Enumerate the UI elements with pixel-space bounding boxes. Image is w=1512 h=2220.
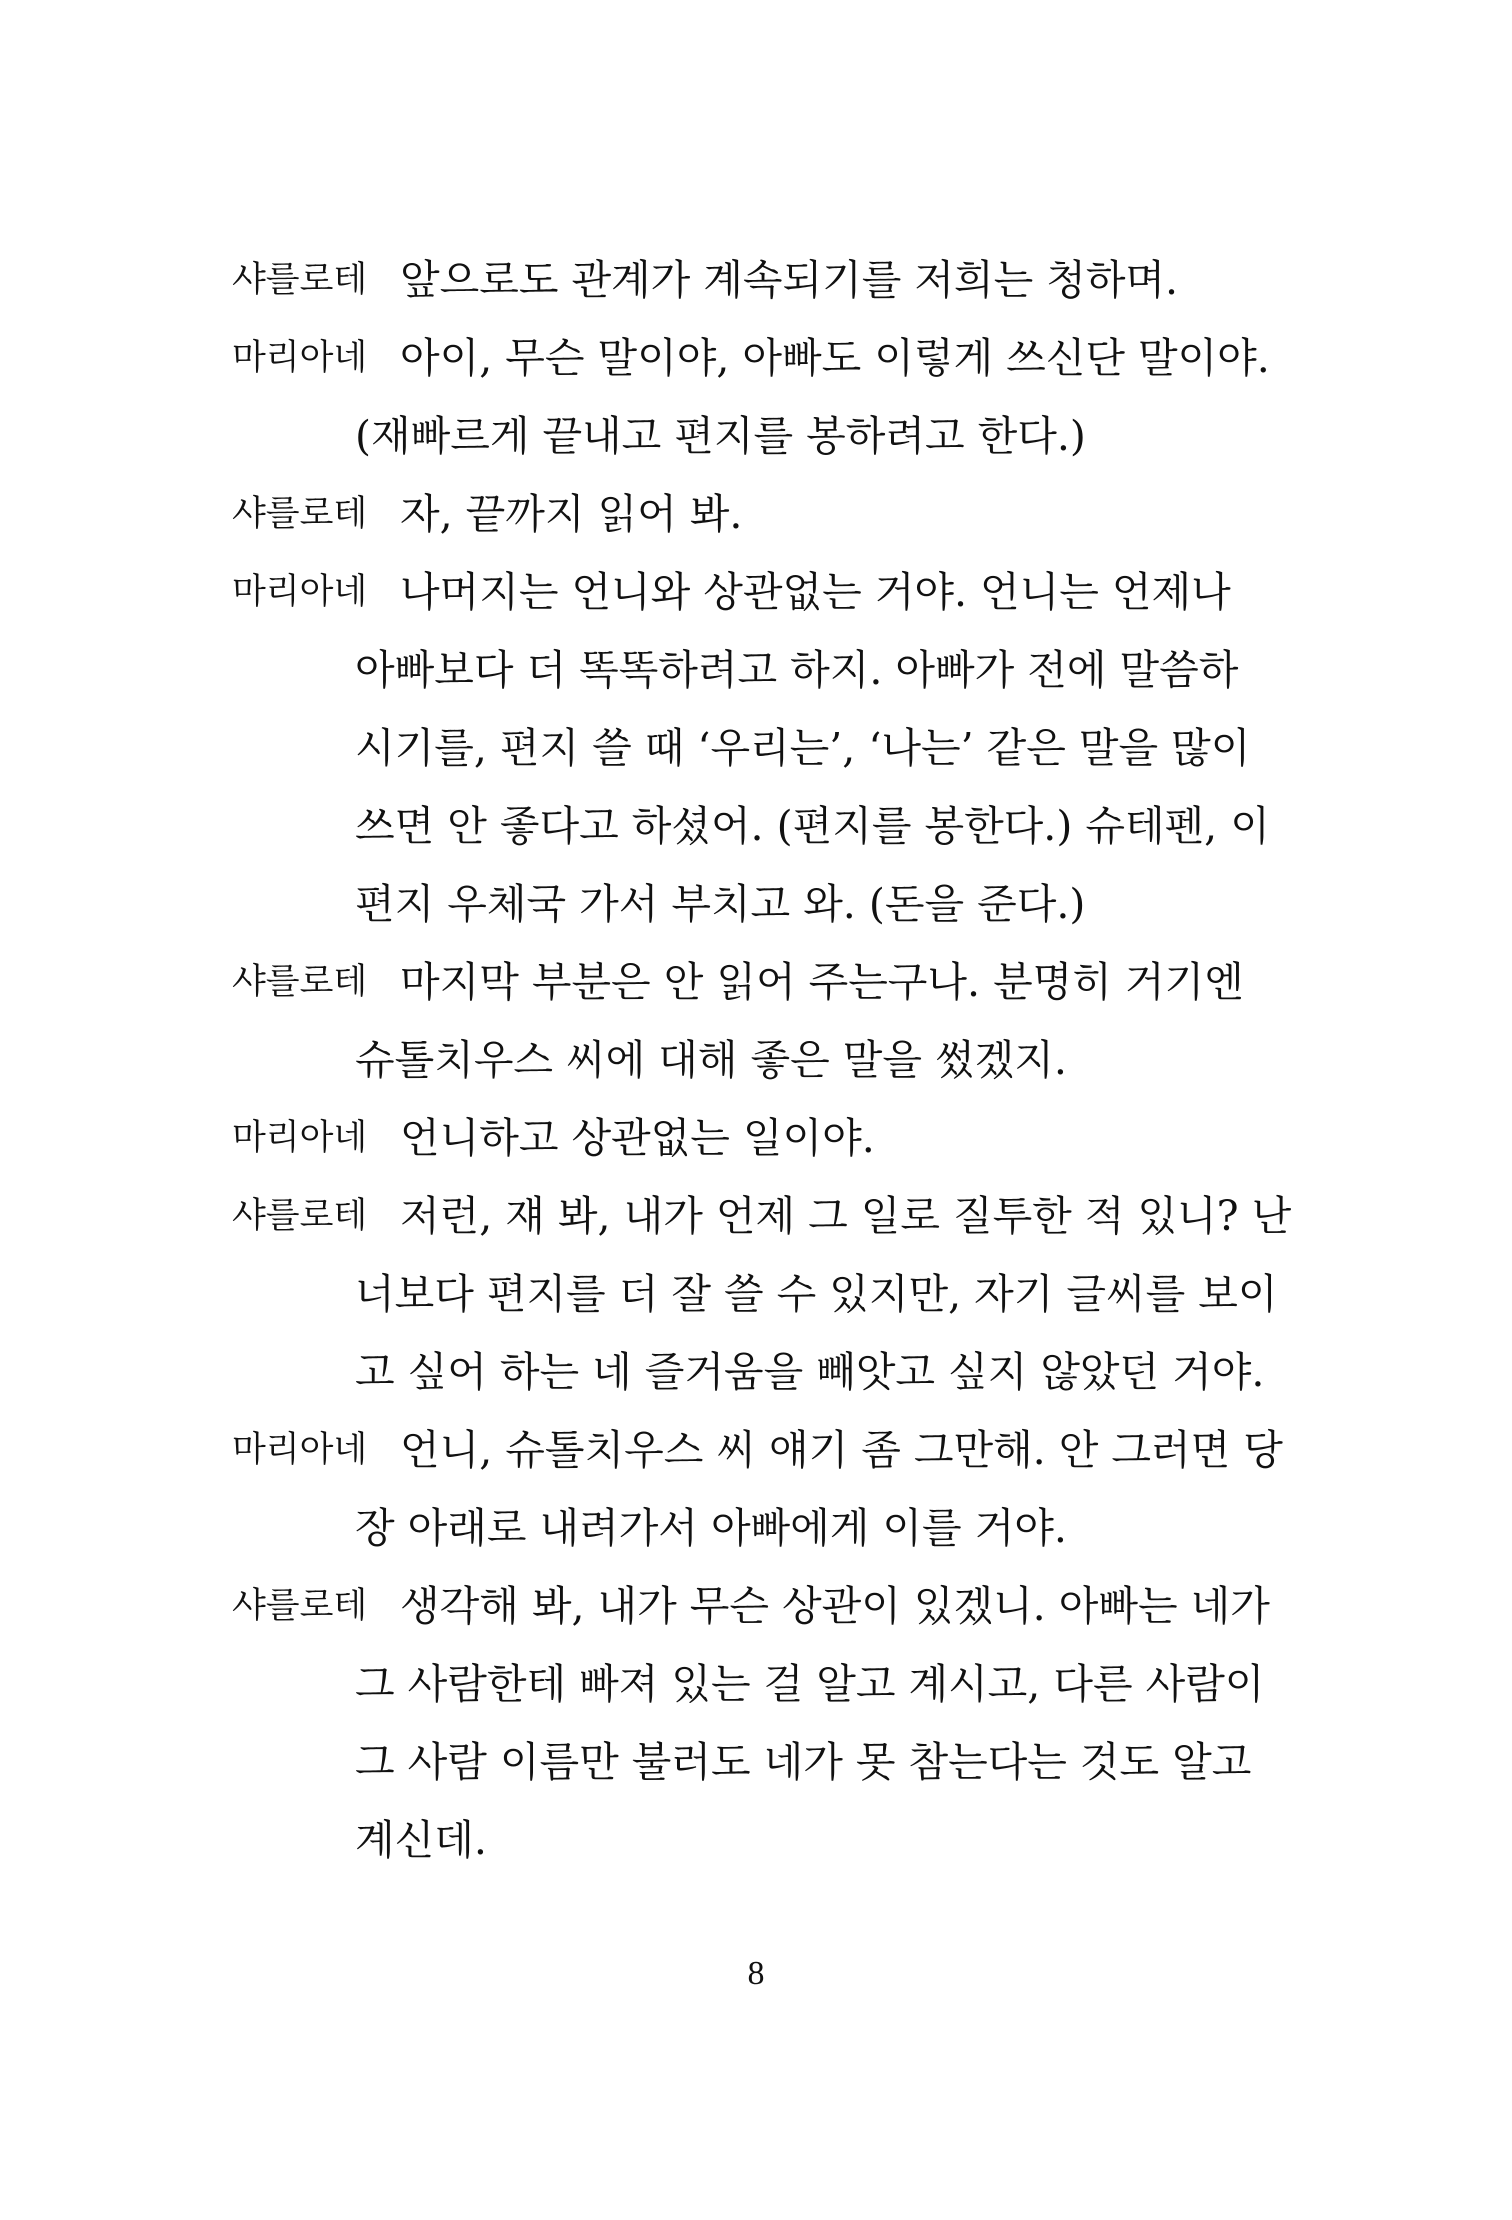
- speaker-name: 마리아네: [232, 572, 368, 612]
- speech-line: 언니하고 상관없는 일이야.: [400, 1114, 875, 1162]
- speaker-name: 샤를로테: [232, 260, 368, 300]
- speech-line: 슈톨치우스 씨에 대해 좋은 말을 썼겠지.: [355, 1036, 1067, 1084]
- speech-line: 자, 끝까지 읽어 봐.: [400, 490, 743, 538]
- speech-line: 앞으로도 관계가 계속되기를 저희는 청하며.: [400, 256, 1179, 304]
- speaker-name: 샤를로테: [232, 494, 368, 534]
- speech-line: 그 사람 이름만 불러도 네가 못 참는다는 것도 알고: [355, 1738, 1252, 1786]
- speech-line: 저런, 쟤 봐, 내가 언제 그 일로 질투한 적 있니? 난: [400, 1192, 1292, 1240]
- page-number: 8: [747, 1955, 765, 1992]
- speech-line: 나머지는 언니와 상관없는 거야. 언니는 언제나: [400, 568, 1231, 616]
- stage-direction: (재빠르게 끝내고 편지를 봉하려고 한다.): [355, 412, 1086, 460]
- speech-line: 계신데.: [355, 1816, 487, 1864]
- speaker-name: 샤를로테: [232, 962, 368, 1002]
- speech-line: 편지 우체국 가서 부치고 와. (돈을 준다.): [355, 880, 1086, 928]
- speaker-name: 마리아네: [232, 338, 368, 378]
- speech-line: 그 사람한테 빠져 있는 걸 알고 계시고, 다른 사람이: [355, 1660, 1265, 1708]
- speech-line: 생각해 봐, 내가 무슨 상관이 있겠니. 아빠는 네가: [400, 1582, 1270, 1630]
- speech-line: 마지막 부분은 안 읽어 주는구나. 분명히 거기엔: [400, 958, 1244, 1006]
- speech-line: 언니, 슈톨치우스 씨 얘기 좀 그만해. 안 그러면 당: [400, 1426, 1283, 1474]
- speech-line: 고 싶어 하는 네 즐거움을 빼앗고 싶지 않았던 거야.: [355, 1348, 1265, 1396]
- speech-line: 시기를, 편지 쓸 때 ‘우리는’, ‘나는’ 같은 말을 많이: [355, 724, 1251, 772]
- speaker-name: 샤를로테: [232, 1196, 368, 1236]
- speech-line: 너보다 편지를 더 잘 쓸 수 있지만, 자기 글씨를 보이: [355, 1270, 1278, 1318]
- speech-line: 아빠보다 더 똑똑하려고 하지. 아빠가 전에 말씀하: [355, 646, 1239, 694]
- speech-line: 장 아래로 내려가서 아빠에게 이를 거야.: [355, 1504, 1067, 1552]
- speaker-name: 샤를로테: [232, 1586, 368, 1626]
- speech-line: 쓰면 안 좋다고 하셨어. (편지를 봉한다.) 슈테펜, 이: [355, 802, 1270, 850]
- speaker-name: 마리아네: [232, 1118, 368, 1158]
- speaker-name: 마리아네: [232, 1430, 368, 1470]
- speech-line: 아이, 무슨 말이야, 아빠도 이렇게 쓰신단 말이야.: [400, 334, 1270, 382]
